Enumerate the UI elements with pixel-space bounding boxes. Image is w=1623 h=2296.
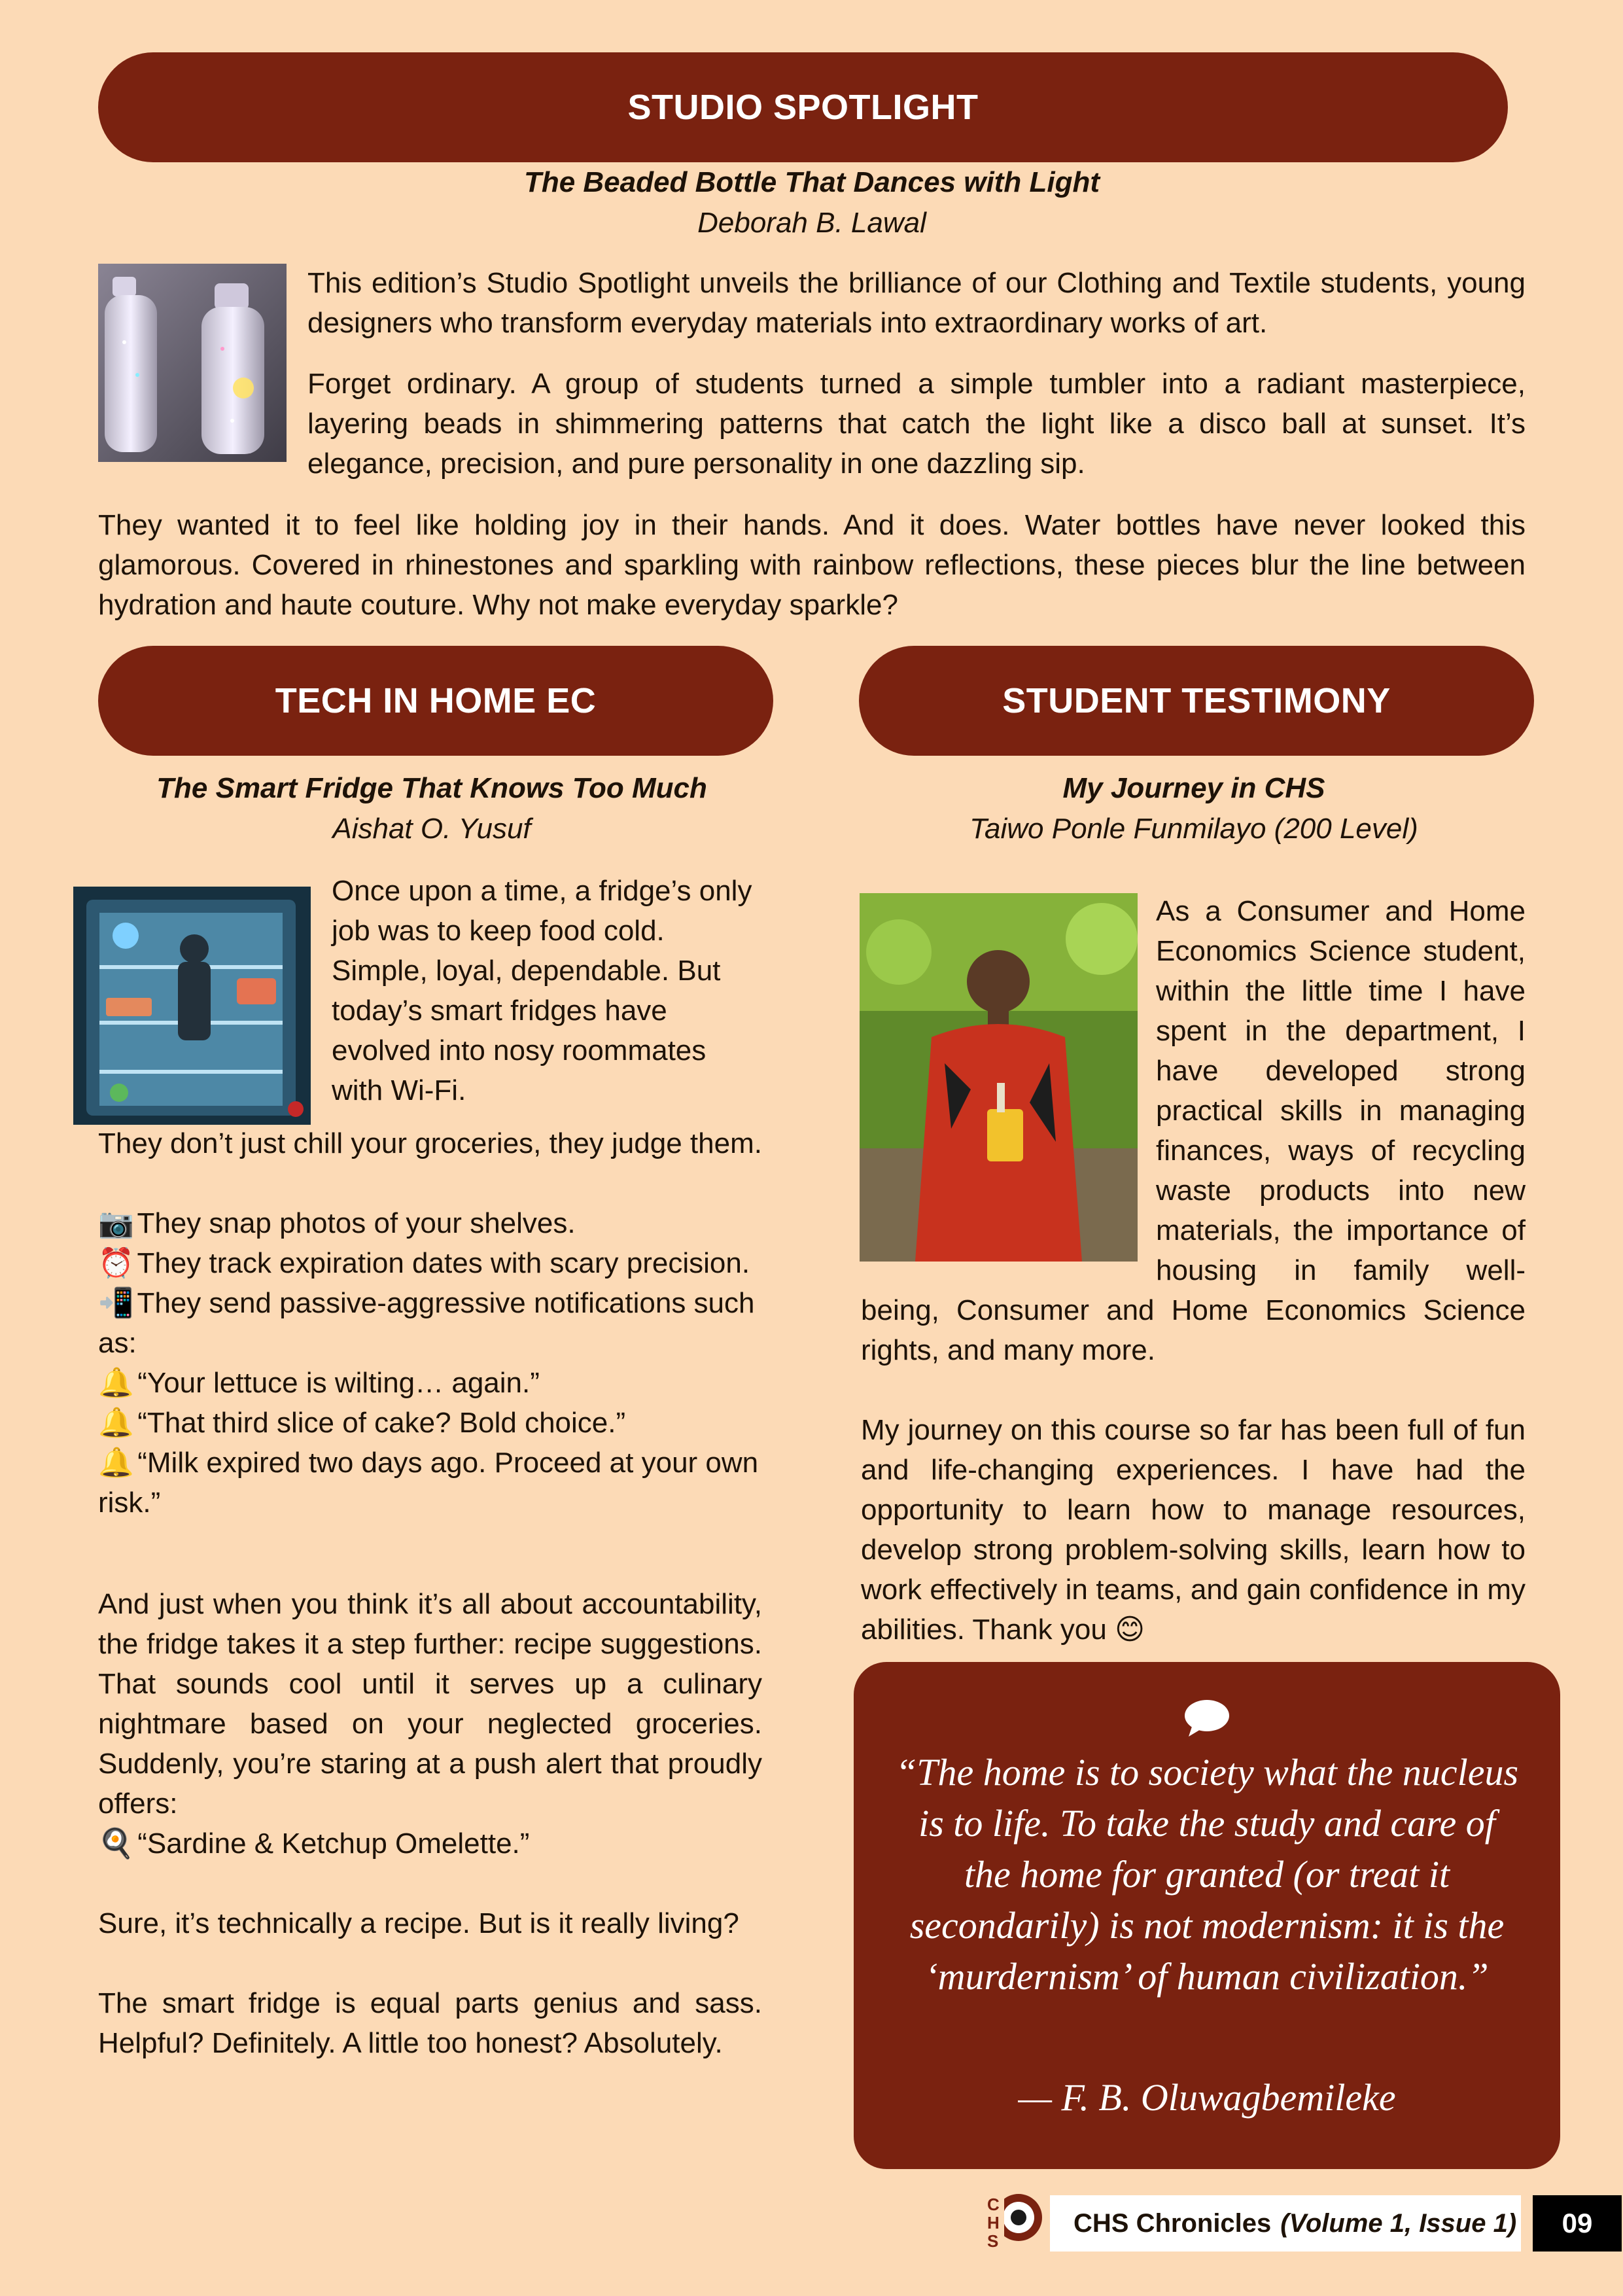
list-item <box>98 1443 773 1523</box>
camera-icon: 📷 <box>98 1207 134 1239</box>
alarm-clock-icon: ⏰ <box>98 1247 134 1279</box>
testimony-paragraph-2-text: My journey on this course so far has been full of fun and life-changing experiences. I have had the opportunity to learn how to manage resources, develop strong problem-solving skills, learn how to work effectively in teams, and gain confidence in my abilities. Thank you <box>861 1414 1526 1646</box>
wrap-line: have developed strong <box>1156 1055 1526 1087</box>
wrap-line: spent in the department, I <box>1156 1015 1526 1047</box>
wrap-line: Economics Science student, <box>1156 935 1526 967</box>
wrap-line: finances, ways of recycling <box>1156 1135 1526 1167</box>
studio-spotlight-heading: STUDIO SPOTLIGHT <box>627 88 979 127</box>
testimony-article-title: My Journey in CHS <box>1062 772 1325 804</box>
wrap-line: practical skills in managing <box>1156 1095 1526 1127</box>
student-testimony-heading: STUDENT TESTIMONY <box>1002 681 1391 720</box>
studio-paragraph-3: They wanted it to feel like holding joy in their hands. And it does. Water bottles have never looked this glamorous. Covered in rhinestones and sparkling with rainbow reflections, these pieces blur the line between hydration and haute couture. Why not make everyday sparkle? <box>98 509 1526 621</box>
studio-article-author: Deborah B. Lawal <box>697 207 926 239</box>
bell-icon: 🔔 <box>98 1447 134 1479</box>
list-item <box>98 1243 773 1283</box>
beaded-bottle-photo <box>98 264 287 462</box>
tech-article-title: The Smart Fridge That Knows Too Much <box>156 772 707 804</box>
publication-issue: (Volume 1, Issue 1) <box>1280 2208 1517 2238</box>
list-item-text: “Your lettuce is wilting… again.” <box>137 1367 540 1399</box>
fridge-feature-list <box>98 1203 773 1523</box>
list-item-text: “That third slice of cake? Bold choice.” <box>137 1407 626 1439</box>
list-item-text: They snap photos of your shelves. <box>137 1207 576 1239</box>
wrap-line: waste products into new <box>1156 1174 1526 1207</box>
student-testimony-banner <box>859 646 1534 756</box>
student-portrait-photo <box>860 893 1138 1262</box>
quote-attribution: — F. B. Oluwagbemileke <box>1018 2076 1396 2119</box>
quote-box <box>854 1662 1560 2169</box>
studio-spotlight-banner <box>98 52 1508 162</box>
list-item <box>98 1403 773 1443</box>
speech-bubble-icon <box>1183 1699 1230 1738</box>
wrap-line: materials, the importance of <box>1156 1214 1526 1246</box>
tech-paragraph-2: And just when you think it’s all about accountability, the fridge takes it a step further: recipe suggestions. That sounds cool until it serves up a culinary nightmare based on your neglected groceries. Suddenly, you’re staring at a push alert that proudly offers: <box>98 1588 762 1820</box>
page-number: 09 <box>1533 2195 1622 2252</box>
logo-letters: CHS <box>987 2195 1000 2251</box>
recipe-suggestion-text: “Sardine & Ketchup Omelette.” <box>137 1828 530 1860</box>
tech-article-author: Aishat O. Yusuf <box>332 813 531 845</box>
bell-icon: 🔔 <box>98 1407 134 1439</box>
footer-publication-box <box>1050 2195 1521 2252</box>
chs-logo <box>985 2189 1043 2254</box>
list-item <box>98 1283 773 1363</box>
recipe-suggestion <box>98 1824 773 1863</box>
wrap-line: housing in family well- <box>1156 1254 1526 1286</box>
testimony-wrapped-text <box>1156 891 1526 1290</box>
mobile-phone-icon: 📲 <box>98 1287 134 1319</box>
testimony-article-author: Taiwo Ponle Funmilayo (200 Level) <box>969 813 1418 845</box>
studio-article-title: The Beaded Bottle That Dances with Light <box>523 166 1100 198</box>
list-item <box>98 1203 773 1243</box>
list-item <box>98 1363 773 1403</box>
smiling-face-icon: 😊 <box>1115 1614 1145 1646</box>
quote-text: “The home is to society what the nucleus is to life. To take the study and care of the home for granted (or treat it secondarily) is not modernism: it is the ‘murdernism’ of human civilization.” <box>895 1751 1519 1998</box>
tech-paragraph-3: Sure, it’s technically a recipe. But is it really living? <box>98 1907 739 1939</box>
studio-paragraph-2: Forget ordinary. A group of students turned a simple tumbler into a radiant masterpiece, layering beads in shimmering patterns that catch the light like a disco ball at sunset. It’s elegance, precision, and pure personality in one dazzling sip. <box>307 368 1526 480</box>
studio-paragraph-1: This edition’s Studio Spotlight unveils the brilliance of our Clothing and Textile students, young designers who transform everyday materials into extraordinary works of art. <box>307 267 1526 339</box>
testimony-wrap-continuation: being, Consumer and Home Economics Science rights, and many more. <box>861 1294 1526 1366</box>
tech-intro-paragraph: Once upon a time, a fridge’s only job was to keep food cold. Simple, loyal, dependable. But today’s smart fridges have evolved into nosy roommates with Wi-Fi. <box>332 875 752 1106</box>
bell-icon: 🔔 <box>98 1367 134 1399</box>
list-item-text: “Milk expired two days ago. Proceed at your own risk.” <box>98 1447 759 1519</box>
tech-lead-sentence: They don’t just chill your groceries, they judge them. <box>98 1127 762 1159</box>
list-item-text: They track expiration dates with scary precision. <box>137 1247 750 1279</box>
testimony-paragraph-2 <box>861 1410 1526 1650</box>
cooking-icon: 🍳 <box>98 1828 134 1860</box>
tech-home-ec-heading: TECH IN HOME EC <box>275 681 597 720</box>
smart-fridge-photo <box>73 887 311 1125</box>
tech-paragraph-4: The smart fridge is equal parts genius and sass. Helpful? Definitely. A little too honest? Absolutely. <box>98 1987 762 2059</box>
tech-home-ec-banner <box>98 646 773 756</box>
wrap-line: As a Consumer and Home <box>1156 895 1526 927</box>
list-item-text: They send passive-aggressive notifications such as: <box>98 1287 755 1359</box>
publication-name: CHS Chronicles <box>1073 2208 1272 2238</box>
wrap-line: within the little time I have <box>1156 975 1526 1007</box>
